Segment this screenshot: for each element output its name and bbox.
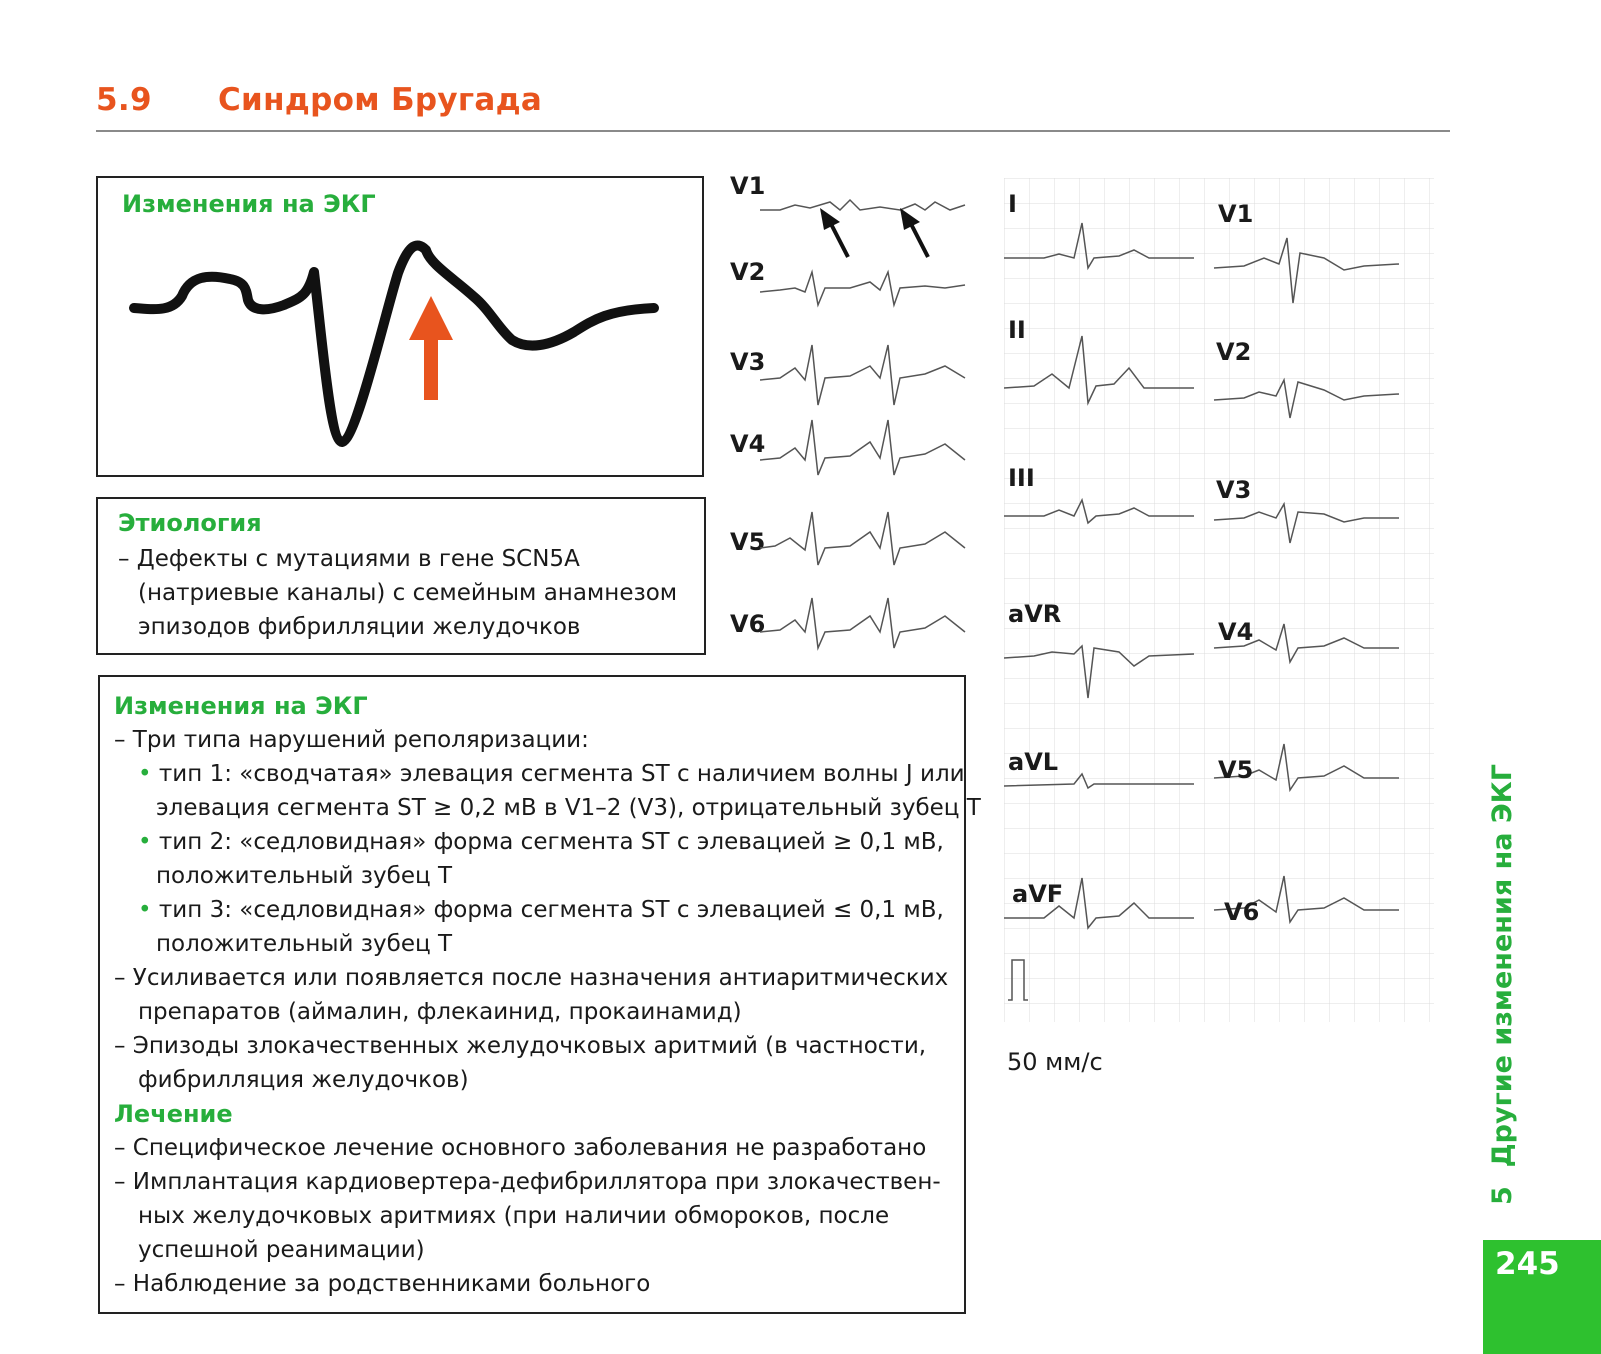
section-title: Синдром Бругада	[218, 82, 543, 118]
etiology-line: – Дефекты с мутациями в гене SCN5A	[118, 546, 580, 572]
grid-label-v2: V2	[1216, 338, 1252, 366]
list-item: – Три типа нарушений реполяризации:	[114, 727, 589, 753]
lead-label-avf: aVF	[1012, 880, 1064, 908]
trace-v5	[760, 512, 965, 565]
ecg-illustration-title: Изменения на ЭКГ	[122, 190, 376, 218]
list-item: – Наблюдение за родственниками больного	[114, 1271, 651, 1297]
lead-label-avl: aVL	[1008, 748, 1059, 776]
list-item: – Имплантация кардиовертера-дефибриллятора при злокачествен-	[114, 1169, 941, 1195]
lead-label-i: I	[1008, 190, 1017, 218]
bullet-continuation: элевация сегмента ST ≥ 0,2 мВ в V1–2 (V3), отрицательный зубец T	[156, 795, 981, 821]
bullet-text: тип 3: «седловидная» форма сегмента ST с элевацией ≤ 0,1 мВ,	[158, 897, 944, 923]
title-divider	[96, 130, 1450, 132]
ecg-changes-box	[98, 675, 981, 1314]
grid-label-v4: V4	[1218, 618, 1254, 646]
grid-label-v3: V3	[1216, 476, 1252, 504]
twelve-lead-ecg	[1004, 178, 1434, 1022]
chapter-title: Другие изменения на ЭКГ	[1487, 764, 1518, 1168]
bullet-text: тип 1: «сводчатая» элевация сегмента ST с наличием волны J или	[158, 761, 965, 787]
etiology-title: Этиология	[118, 509, 262, 537]
bullet-icon: •	[138, 897, 159, 923]
section-number: 5.9	[96, 82, 152, 118]
black-arrow-icon	[900, 208, 928, 257]
bullet-icon: •	[138, 761, 159, 787]
grid-label-v6: V6	[1224, 898, 1260, 926]
bullet-item	[114, 893, 959, 927]
trace-v2	[760, 272, 965, 305]
etiology-line: эпизодов фибрилляции желудочков	[138, 614, 581, 640]
chapter-side-label	[1487, 764, 1518, 1205]
ecg-wave-trace	[134, 245, 654, 442]
bullet-item	[114, 825, 959, 859]
chapter-number: 5	[1487, 1186, 1518, 1205]
lead-label-v3: V3	[730, 348, 766, 376]
bullet-text: тип 2: «седловидная» форма сегмента ST с элевацией ≥ 0,1 мВ,	[158, 829, 944, 855]
list-item: – Эпизоды злокачественных желудочковых аритмий (в частности,	[114, 1033, 927, 1059]
grid-label-v1: V1	[1218, 200, 1254, 228]
bullet-item	[114, 757, 965, 791]
list-continuation: успешной реанимации)	[138, 1237, 425, 1263]
grid-label-v5: V5	[1218, 756, 1254, 784]
etiology-text	[118, 542, 698, 644]
page-number: 245	[1495, 1246, 1560, 1282]
precordial-ecg-strip	[760, 180, 970, 670]
paper-speed-label: 50 мм/с	[1007, 1048, 1103, 1076]
lead-label-v6: V6	[730, 610, 766, 638]
page-number-tab	[1483, 1240, 1601, 1354]
list-continuation: ных желудочковых аритмиях (при наличии обмороков, после	[138, 1203, 890, 1229]
lead-label-ii: II	[1008, 316, 1026, 344]
etiology-line: (натриевые каналы) с семейным анамнезом	[138, 580, 678, 606]
bullet-continuation: положительный зубец T	[156, 863, 453, 889]
black-arrow-icon	[820, 208, 848, 257]
trace-v4	[760, 420, 965, 475]
list-continuation: препаратов (аймалин, флекаинид, прокаинамид)	[138, 999, 742, 1025]
ecg-changes-title: Изменения на ЭКГ	[114, 692, 368, 720]
list-item: – Специфическое лечение основного заболевания не разработано	[114, 1135, 927, 1161]
etiology-box	[96, 497, 706, 655]
lead-label-v4: V4	[730, 430, 766, 458]
ecg-grid	[1004, 178, 1434, 1022]
trace-v3	[760, 345, 965, 405]
lead-label-v1: V1	[730, 172, 766, 200]
trace-v1	[760, 200, 965, 210]
ecg-illustration-box	[96, 176, 704, 477]
red-arrow-icon	[409, 296, 453, 400]
brugada-wave-diagram	[98, 178, 702, 475]
treatment-title: Лечение	[114, 1100, 233, 1128]
list-item: – Усиливается или появляется после назначения антиаритмических	[114, 965, 949, 991]
lead-label-v2: V2	[730, 258, 766, 286]
lead-label-iii: III	[1008, 464, 1035, 492]
trace-v6	[760, 598, 965, 648]
lead-label-v5: V5	[730, 528, 766, 556]
bullet-continuation: положительный зубец T	[156, 931, 453, 957]
lead-label-avr: aVR	[1008, 600, 1062, 628]
list-continuation: фибрилляция желудочков)	[138, 1067, 469, 1093]
bullet-icon: •	[138, 829, 159, 855]
